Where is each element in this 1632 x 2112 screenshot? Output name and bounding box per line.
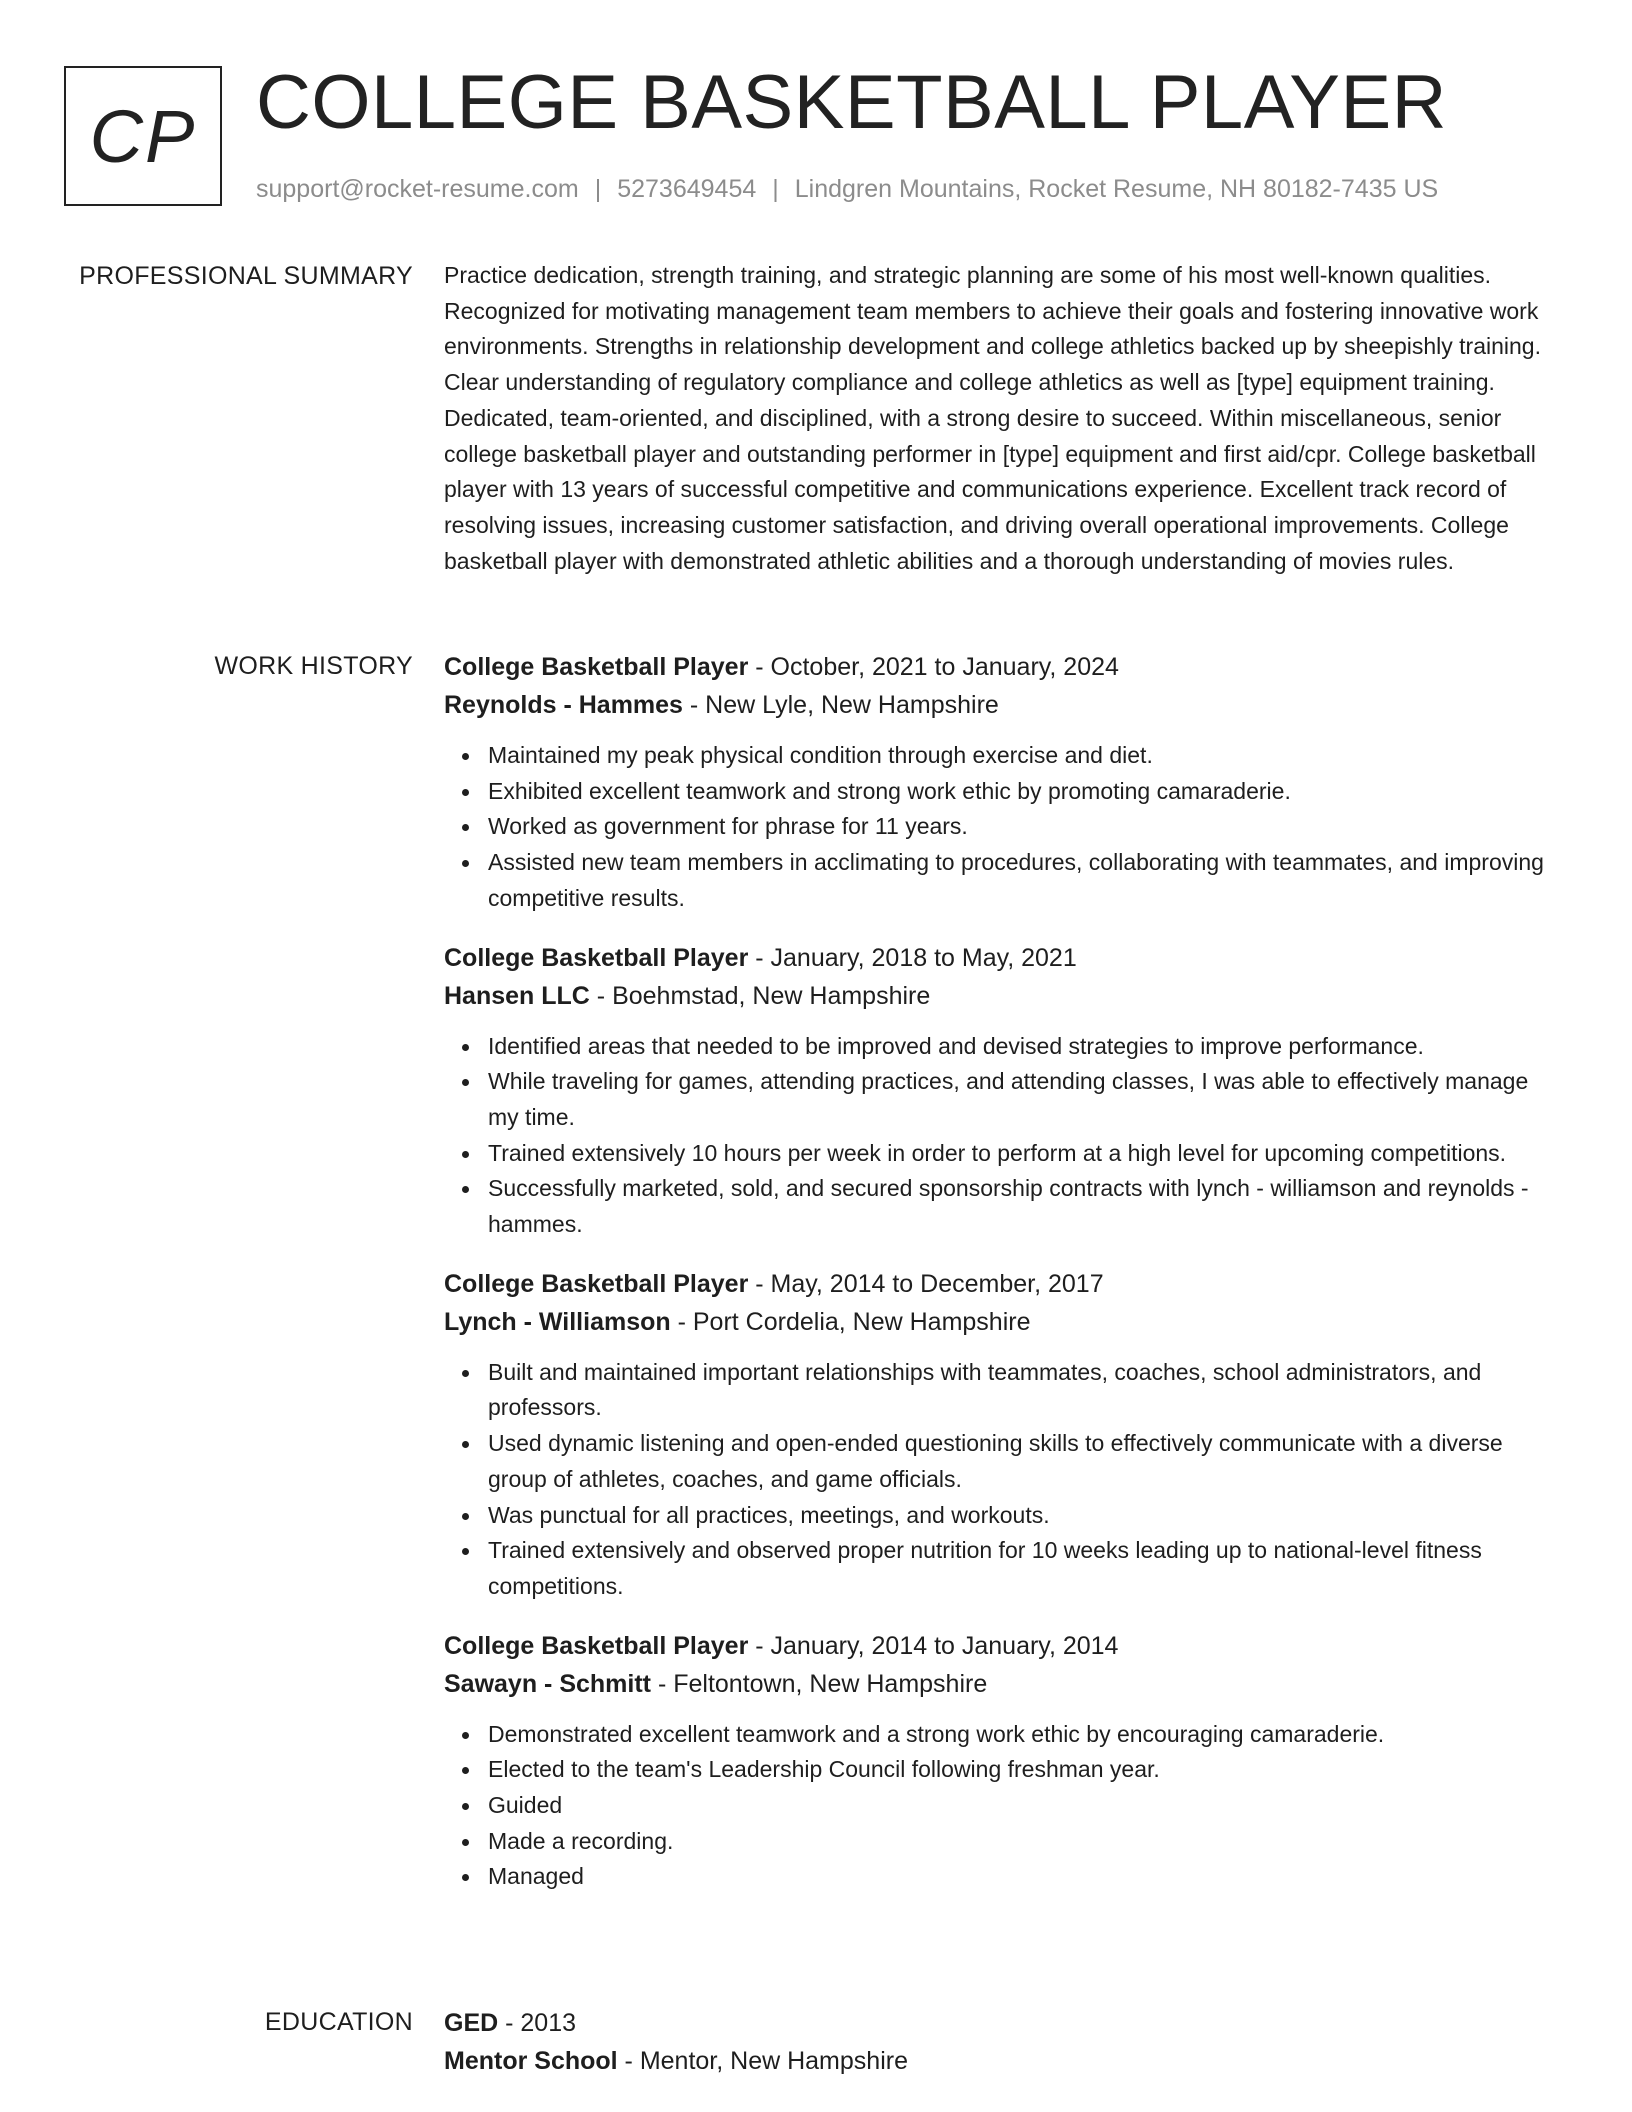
job-title: College Basketball Player	[444, 1631, 749, 1660]
contact-line	[256, 174, 1438, 204]
job-location: - Boehmstad, New Hampshire	[589, 981, 931, 1010]
education-body	[444, 2004, 1560, 2080]
job-company-line	[444, 1665, 1560, 1703]
education-school: Mentor School	[444, 2047, 618, 2075]
bullet-item: Guided	[488, 1788, 1560, 1824]
job-entry	[444, 648, 1560, 917]
job-title: College Basketball Player	[444, 653, 749, 681]
job-entry	[444, 939, 1560, 1243]
education-degree-line	[444, 2004, 1560, 2042]
job-company: Hansen LLC	[444, 981, 590, 1010]
monogram-logo: CP	[64, 66, 222, 206]
job-title: College Basketball Player	[444, 1269, 749, 1298]
job-entry	[444, 1265, 1560, 1605]
job-company-line	[444, 686, 1560, 724]
bullet-item: Identified areas that needed to be improved and devised strategies to improve performance.	[488, 1029, 1560, 1065]
job-location: - New Lyle, New Hampshire	[682, 691, 999, 719]
education-year: - 2013	[498, 2009, 577, 2037]
bullet-item: Elected to the team's Leadership Council following freshman year.	[488, 1752, 1560, 1788]
contact-separator: |	[772, 175, 779, 203]
job-bullets	[444, 738, 1560, 917]
bullet-item: Managed	[488, 1859, 1560, 1895]
bullet-item: Worked as government for phrase for 11 years.	[488, 809, 1560, 845]
section-label-work-history: WORK HISTORY	[214, 652, 413, 680]
bullet-item: Used dynamic listening and open-ended questioning skills to effectively communicate with a diverse group of athletes, coaches, and game officials.	[488, 1426, 1560, 1497]
section-label-summary: PROFESSIONAL SUMMARY	[79, 262, 413, 290]
job-title-line	[444, 939, 1560, 977]
job-location: - Port Cordelia, New Hampshire	[670, 1307, 1031, 1336]
job-company-line	[444, 1303, 1560, 1341]
education-school-line	[444, 2042, 1560, 2080]
contact-separator: |	[594, 175, 602, 203]
bullet-item: Exhibited excellent teamwork and strong work ethic by promoting camaraderie.	[488, 774, 1560, 810]
bullet-item: Built and maintained important relationships with teammates, coaches, school administrators, and professors.	[488, 1355, 1560, 1426]
bullet-item: Trained extensively 10 hours per week in order to perform at a high level for upcoming competitions.	[488, 1136, 1560, 1172]
contact-phone[interactable]: 5273649454	[617, 175, 757, 203]
education-degree: GED	[444, 2009, 499, 2037]
job-company: Lynch - Williamson	[444, 1307, 671, 1336]
page-title: COLLEGE BASKETBALL PLAYER	[256, 60, 1448, 145]
summary-body	[444, 258, 1560, 579]
job-bullets	[444, 1355, 1560, 1605]
job-title-line	[444, 648, 1560, 686]
job-title-line	[444, 1627, 1560, 1665]
bullet-item: Demonstrated excellent teamwork and a strong work ethic by encouraging camaraderie.	[488, 1717, 1560, 1753]
job-dates: - January, 2018 to May, 2021	[748, 943, 1077, 972]
job-entry	[444, 1627, 1560, 1896]
bullet-item: Trained extensively and observed proper nutrition for 10 weeks leading up to national-level fitness competitions.	[488, 1533, 1560, 1604]
summary-text: Practice dedication, strength training, and strategic planning are some of his most well-known qualities. Recognized for motivating management team members to achieve their goals and fostering innovative work environments. Strengths in relationship development and college athletics backed up by sheepishly training. Clear understanding of regulatory compliance and college athletics as well as [type] equipment training. Dedicated, team-oriented, and disciplined, with a strong desire to succeed. Within miscellaneous, senior college basketball player and outstanding performer in [type] equipment and first aid/cpr. College basketball player with 13 years of successful competitive and communications experience. Excellent track record of resolving issues, increasing customer satisfaction, and driving overall operational improvements. College basketball player with demonstrated athletic abilities and a thorough understanding of movies rules.	[444, 262, 1541, 574]
job-location: - Feltontown, New Hampshire	[651, 1669, 988, 1698]
job-dates: - October, 2021 to January, 2024	[748, 653, 1119, 681]
job-bullets	[444, 1717, 1560, 1896]
work-history-body	[444, 648, 1560, 1895]
job-title: College Basketball Player	[444, 943, 749, 972]
bullet-item: Was punctual for all practices, meetings, and workouts.	[488, 1498, 1560, 1534]
job-title-line	[444, 1265, 1560, 1303]
job-company-line	[444, 977, 1560, 1015]
job-company: Reynolds - Hammes	[444, 691, 683, 719]
job-bullets	[444, 1029, 1560, 1243]
bullet-item: Maintained my peak physical condition through exercise and diet.	[488, 738, 1560, 774]
job-company: Sawayn - Schmitt	[444, 1669, 651, 1698]
job-dates: - January, 2014 to January, 2014	[748, 1631, 1119, 1660]
section-label-education: EDUCATION	[264, 2008, 413, 2036]
contact-address: Lindgren Mountains, Rocket Resume, NH 80182-7435 US	[794, 175, 1439, 203]
bullet-item: Successfully marketed, sold, and secured sponsorship contracts with lynch - williamson and reynolds - hammes.	[488, 1171, 1560, 1242]
contact-email[interactable]: support@rocket-resume.com	[256, 175, 579, 203]
bullet-item: Made a recording.	[488, 1824, 1560, 1860]
bullet-item: Assisted new team members in acclimating to procedures, collaborating with teammates, and improving competitive results.	[488, 845, 1560, 916]
education-location: - Mentor, New Hampshire	[617, 2047, 908, 2075]
job-dates: - May, 2014 to December, 2017	[748, 1269, 1104, 1298]
bullet-item: While traveling for games, attending practices, and attending classes, I was able to effectively manage my time.	[488, 1064, 1560, 1135]
